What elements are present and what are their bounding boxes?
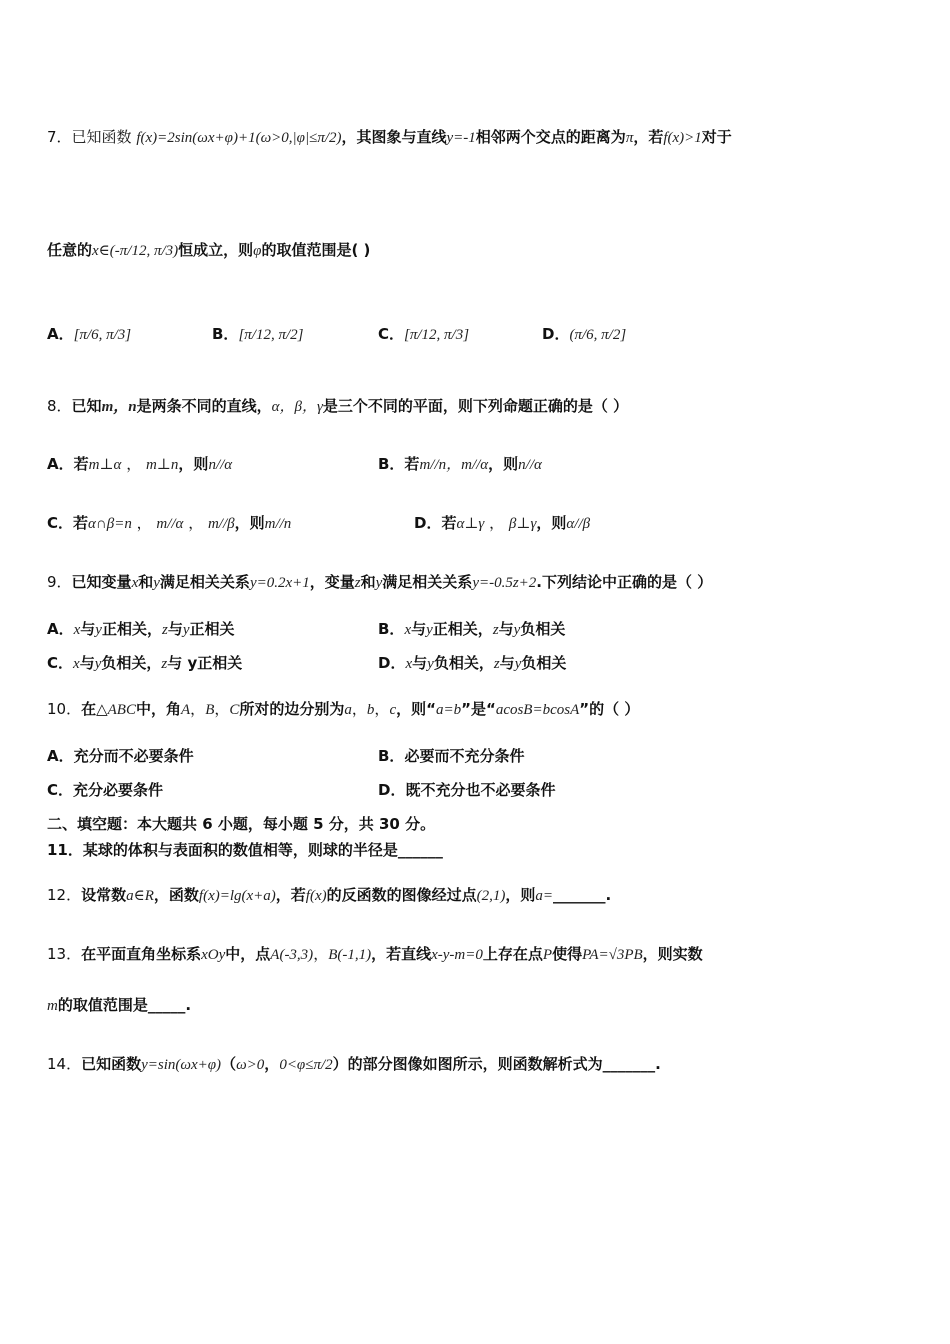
option-text: 负相关， bbox=[101, 654, 162, 672]
q7-domain: x∈(-π/12, π/3) bbox=[92, 243, 179, 259]
option-value: (π/6, π/2] bbox=[569, 327, 627, 343]
q7-text: 任意的 bbox=[47, 241, 93, 259]
q10-expr: acosB=bcosA bbox=[495, 702, 580, 718]
q7-function: f(x)=2sin(ωx+φ)+1 bbox=[136, 130, 256, 146]
q7-option-b[interactable] bbox=[212, 324, 303, 345]
option-result: n//α bbox=[208, 457, 233, 473]
q14-text: 已知函数 bbox=[81, 1055, 142, 1073]
q13-number: 13． bbox=[47, 945, 82, 963]
q9-text: ，变量 bbox=[309, 573, 355, 591]
option-text: 与 bbox=[498, 620, 514, 638]
q7-text: 的取值范围是( ) bbox=[261, 241, 371, 259]
q8-option-c[interactable]: C．若α∩β=n ， m//α ， m//β，则m//n bbox=[47, 514, 292, 532]
option-var: y bbox=[182, 622, 190, 638]
option-var: z bbox=[161, 656, 168, 672]
option-value: [π/6, π/3] bbox=[73, 327, 132, 343]
q9-text: 和 bbox=[360, 573, 376, 591]
q12-function: f(x)=lg(x+a) bbox=[198, 888, 276, 904]
q9-text: 满足相关关系 bbox=[382, 573, 473, 591]
option-var: y bbox=[94, 656, 102, 672]
q8-option-b[interactable] bbox=[378, 454, 542, 475]
question-11: 11．某球的体积与表面积的数值相等，则球的半径是______ bbox=[47, 841, 443, 859]
q12-text: ，函数 bbox=[153, 886, 199, 904]
option-var: x bbox=[404, 622, 412, 638]
option-var: x bbox=[73, 656, 80, 672]
question-7-line-1 bbox=[47, 127, 732, 148]
q7-inequality: f(x)>1 bbox=[663, 130, 702, 146]
q13-text: 使得 bbox=[552, 945, 583, 963]
option-label: A． bbox=[47, 747, 74, 765]
q9-var: y bbox=[375, 575, 383, 591]
option-text: 负相关， bbox=[433, 654, 494, 672]
option-text: 正相关， bbox=[432, 620, 493, 638]
q13-point: A(-3,3) bbox=[270, 947, 314, 963]
q13-text: 的取值范围是_____. bbox=[57, 996, 192, 1014]
option-expr: α∩β=n bbox=[88, 516, 132, 532]
q10-text: 在△ bbox=[81, 700, 108, 718]
q14-text: ）的部分图像如图所示，则函数解析式为_______. bbox=[332, 1055, 661, 1073]
option-label: C． bbox=[378, 325, 405, 343]
q13-text: 中，点 bbox=[225, 945, 271, 963]
q10-option-c[interactable] bbox=[47, 780, 163, 800]
option-label: C． bbox=[47, 654, 74, 672]
question-9 bbox=[47, 572, 712, 593]
q12-expr: a∈R bbox=[126, 888, 154, 904]
q8-planes: α，β，γ bbox=[271, 399, 323, 415]
q12-expr: f(x) bbox=[305, 888, 327, 904]
option-var: y bbox=[427, 656, 434, 672]
q8-text: 是三个不同的平面，则下列命题正确的是（ ） bbox=[322, 397, 629, 415]
q12-text: 的反函数的图像经过点 bbox=[326, 886, 477, 904]
option-var: y bbox=[426, 622, 433, 638]
q13-point: B(-1,1) bbox=[328, 947, 372, 963]
q13-text: 上存在点 bbox=[482, 945, 543, 963]
option-text: 与 bbox=[412, 654, 428, 672]
q7-option-d[interactable] bbox=[542, 324, 626, 345]
option-text: 既不充分也不必要条件 bbox=[405, 781, 556, 799]
q7-text: ，若 bbox=[633, 128, 664, 146]
option-text: 与 bbox=[167, 620, 183, 638]
q10-text: ”是“ bbox=[461, 700, 496, 718]
q10-side: a bbox=[344, 702, 352, 718]
q9-option-d[interactable] bbox=[378, 653, 566, 674]
q8-lines: m，n bbox=[101, 399, 137, 415]
option-label: A． bbox=[47, 325, 74, 343]
q14-expr: ω>0 bbox=[236, 1057, 265, 1073]
q13-point: P bbox=[542, 947, 553, 963]
option-label: B． bbox=[378, 747, 405, 765]
q7-phi: φ bbox=[253, 243, 262, 259]
q14-function: y=sin(ωx+φ) bbox=[141, 1057, 222, 1073]
option-label: A．若 bbox=[47, 455, 89, 473]
option-label: C．若 bbox=[47, 514, 89, 532]
option-label: A． bbox=[47, 620, 74, 638]
q7-text: 相邻两个交点的距离为 bbox=[475, 128, 626, 146]
option-var: x bbox=[405, 656, 413, 672]
q8-option-d[interactable]: D．若α⊥γ ， β⊥γ，则α//β bbox=[414, 514, 591, 532]
q12-text: ，则 bbox=[505, 886, 536, 904]
q13-line: x-y-m=0 bbox=[431, 947, 483, 963]
option-text: 必要而不充分条件 bbox=[404, 747, 525, 765]
q10-angle: B bbox=[205, 702, 215, 718]
q9-option-c[interactable] bbox=[47, 653, 242, 674]
option-result: n//α bbox=[518, 457, 542, 473]
option-then: ，则 bbox=[234, 514, 265, 532]
q9-var: x bbox=[131, 575, 139, 591]
q12-point: (2,1) bbox=[476, 888, 506, 904]
option-text: 负相关 bbox=[520, 620, 566, 638]
q10-angle: A bbox=[181, 702, 191, 718]
option-expr: m//n，m//α bbox=[419, 457, 489, 473]
option-then: ，则 bbox=[488, 455, 519, 473]
option-expr: m//β bbox=[207, 516, 235, 532]
q7-option-c[interactable] bbox=[378, 324, 469, 345]
option-expr: β⊥γ bbox=[508, 516, 537, 532]
q7-number: 7． bbox=[47, 128, 72, 146]
option-value: [π/12, π/3] bbox=[404, 327, 470, 343]
q7-text: 恒成立，则 bbox=[178, 241, 254, 259]
option-var: y bbox=[95, 622, 102, 638]
option-text: 与 y bbox=[167, 654, 198, 672]
q10-triangle: ABC bbox=[107, 702, 136, 718]
q9-option-a[interactable] bbox=[47, 619, 235, 640]
q13-condition: PA=√3PB bbox=[582, 947, 643, 963]
option-var: z bbox=[492, 622, 499, 638]
option-text: 与 bbox=[499, 654, 515, 672]
q12-number: 12． bbox=[47, 886, 82, 904]
question-10: 10．在△ABC中，角A，B，C所对的边分别为a，b，c，则“a=b”是“acosB=bcosA”的（ ） bbox=[47, 700, 640, 718]
q14-text: （ bbox=[221, 1055, 237, 1073]
q10-side: b bbox=[366, 702, 375, 718]
q13-var: m bbox=[47, 998, 58, 1014]
question-13-line-2 bbox=[47, 995, 191, 1016]
option-text: 负相关 bbox=[521, 654, 567, 672]
q7-condition: (ω>0,|φ|≤π/2) bbox=[255, 130, 342, 146]
q14-number: 14． bbox=[47, 1055, 82, 1073]
q9-text: 已知变量 bbox=[71, 573, 132, 591]
option-var: x bbox=[73, 622, 81, 638]
option-text: 正相关 bbox=[189, 620, 235, 638]
q12-text: ，若 bbox=[275, 886, 306, 904]
q7-text: 对于 bbox=[701, 128, 732, 146]
q9-var: z bbox=[354, 575, 361, 591]
q7-pi: π bbox=[625, 130, 634, 146]
q10-number: 10． bbox=[47, 700, 82, 718]
option-label: D． bbox=[378, 781, 406, 799]
option-expr: m⊥n bbox=[145, 457, 179, 473]
option-label: D． bbox=[378, 654, 406, 672]
q10-option-a[interactable] bbox=[47, 746, 194, 766]
option-text: 充分而不必要条件 bbox=[73, 747, 194, 765]
option-then: ，则 bbox=[178, 455, 209, 473]
q8-option-a[interactable]: A．若m⊥α ， m⊥n，则n//α bbox=[47, 455, 233, 473]
q10-text: ”的（ ） bbox=[579, 700, 640, 718]
option-expr: m//α bbox=[156, 516, 184, 532]
option-result: m//n bbox=[264, 516, 292, 532]
q13-text: ，若直线 bbox=[371, 945, 432, 963]
q7-text: ，其图象与直线 bbox=[341, 128, 447, 146]
q7-text: 已知函数 bbox=[71, 128, 132, 146]
q10-text: ，则“ bbox=[396, 700, 436, 718]
q10-angle: C bbox=[229, 702, 240, 718]
question-12 bbox=[47, 885, 611, 906]
option-expr: m⊥α bbox=[88, 457, 122, 473]
option-var: z bbox=[493, 656, 500, 672]
q9-text: 满足相关关系 bbox=[159, 573, 250, 591]
q9-number: 9． bbox=[47, 573, 72, 591]
q13-expr: xOy bbox=[201, 947, 226, 963]
option-text: 与 bbox=[411, 620, 427, 638]
option-label: D． bbox=[542, 325, 570, 343]
option-expr: α⊥γ bbox=[456, 516, 485, 532]
q13-text: ，则实数 bbox=[642, 945, 703, 963]
option-label: B．若 bbox=[378, 455, 420, 473]
option-var: y bbox=[513, 622, 521, 638]
q9-text: 和 bbox=[138, 573, 154, 591]
q14-expr: 0<φ≤π/2 bbox=[279, 1057, 333, 1073]
question-13-line-1: 13．在平面直角坐标系xOy中，点A(-3,3)，B(-1,1)，若直线x-y-m=0上存在点P使得PA=√3PB，则实数 bbox=[47, 945, 703, 963]
q13-text: 在平面直角坐标系 bbox=[81, 945, 202, 963]
option-label: D．若 bbox=[414, 514, 457, 532]
option-text: 与 bbox=[79, 654, 95, 672]
q10-side: c bbox=[389, 702, 397, 718]
q9-relation: y=-0.5z+2 bbox=[472, 575, 537, 591]
option-var: y bbox=[514, 656, 522, 672]
question-7-line-2 bbox=[47, 240, 370, 261]
q10-option-d[interactable] bbox=[378, 780, 555, 800]
q7-line: y=-1 bbox=[446, 130, 476, 146]
q10-text: 中，角 bbox=[135, 700, 181, 718]
q12-expr: a= bbox=[535, 888, 554, 904]
q8-text: 已知 bbox=[71, 397, 102, 415]
q9-var: y bbox=[153, 575, 160, 591]
q9-text: .下列结论中正确的是（ ） bbox=[536, 573, 713, 591]
question-14 bbox=[47, 1054, 661, 1075]
q9-option-b[interactable] bbox=[378, 619, 565, 640]
q9-relation: y=0.2x+1 bbox=[249, 575, 310, 591]
q7-option-a[interactable] bbox=[47, 324, 131, 345]
q12-blank: _______. bbox=[553, 886, 612, 904]
q10-expr: a=b bbox=[435, 702, 462, 718]
option-label: B． bbox=[378, 620, 405, 638]
option-then: ，则 bbox=[536, 514, 567, 532]
option-text: 正相关 bbox=[197, 654, 243, 672]
option-text: 正相关， bbox=[101, 620, 162, 638]
option-text: 与 bbox=[80, 620, 96, 638]
q10-text: 所对的边分别为 bbox=[239, 700, 345, 718]
option-value: [π/12, π/2] bbox=[238, 327, 304, 343]
option-var: z bbox=[161, 622, 168, 638]
section-2-heading: 二、填空题：本大题共 6 小题，每小题 5 分，共 30 分。 bbox=[47, 815, 436, 833]
option-text: 充分必要条件 bbox=[73, 781, 164, 799]
q8-text: 是两条不同的直线， bbox=[136, 397, 272, 415]
option-label: C． bbox=[47, 781, 74, 799]
q8-number: 8． bbox=[47, 397, 72, 415]
q12-text: 设常数 bbox=[81, 886, 127, 904]
q14-text: ， bbox=[264, 1055, 280, 1073]
option-label: B． bbox=[212, 325, 239, 343]
question-8 bbox=[47, 396, 628, 417]
option-result: α//β bbox=[566, 516, 591, 532]
q10-option-b[interactable] bbox=[378, 746, 524, 766]
